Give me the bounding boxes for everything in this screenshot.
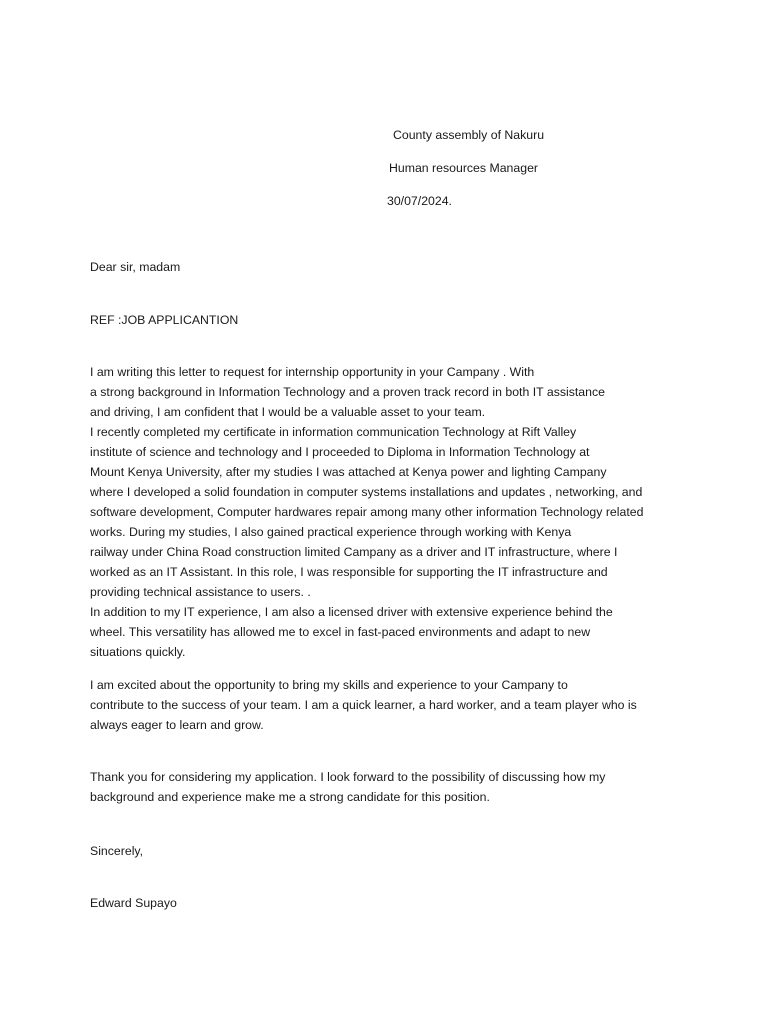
paragraph-line: Thank you for considering my application. I look forward to the possibility of discussing how my xyxy=(90,770,606,784)
letter-date: 30/07/2024. xyxy=(387,194,452,208)
reference-line: REF :JOB APPLICANTION xyxy=(90,313,239,327)
body-paragraph-1 xyxy=(90,362,690,662)
paragraph-line: I recently completed my certificate in information communication Technology at Rift Valley xyxy=(90,425,577,439)
closing: Sincerely, xyxy=(90,844,144,858)
paragraph-line: In addition to my IT experience, I am also a licensed driver with extensive experience behind the xyxy=(90,605,613,619)
body-paragraph-3 xyxy=(90,767,690,807)
paragraph-line: background and experience make me a strong candidate for this position. xyxy=(90,790,490,804)
paragraph-line: contribute to the success of your team. I am a quick learner, a hard worker, and a team player who is xyxy=(90,698,637,712)
recipient-title: Human resources Manager xyxy=(389,161,538,175)
paragraph-line: I am writing this letter to request for internship opportunity in your Campany . With xyxy=(90,365,535,379)
paragraph-line: railway under China Road construction limited Campany as a driver and IT infrastructure, where I xyxy=(90,545,618,559)
body-paragraph-2 xyxy=(90,675,690,735)
paragraph-line: Mount Kenya University, after my studies I was attached at Kenya power and lighting Campany xyxy=(90,465,607,479)
paragraph-line: institute of science and technology and I proceeded to Diploma in Information Technology at xyxy=(90,445,590,459)
paragraph-line: where I developed a solid foundation in computer systems installations and updates , networking, and xyxy=(90,485,643,499)
recipient-organization: County assembly of Nakuru xyxy=(393,128,545,142)
paragraph-line: providing technical assistance to users. . xyxy=(90,585,311,599)
paragraph-line: wheel. This versatility has allowed me to excel in fast-paced environments and adapt to new xyxy=(90,625,591,639)
paragraph-line: works. During my studies, I also gained practical experience through working with Kenya xyxy=(90,525,572,539)
signature-name: Edward Supayo xyxy=(90,896,177,910)
paragraph-line: worked as an IT Assistant. In this role, I was responsible for supporting the IT infrastructure and xyxy=(90,565,608,579)
paragraph-line: software development, Computer hardwares repair among many other information Technology related xyxy=(90,505,644,519)
paragraph-line: and driving, I am confident that I would be a valuable asset to your team. xyxy=(90,405,486,419)
paragraph-line: a strong background in Information Technology and a proven track record in both IT assistance xyxy=(90,385,605,399)
paragraph-line: always eager to learn and grow. xyxy=(90,718,264,732)
salutation: Dear sir, madam xyxy=(90,260,181,274)
paragraph-line: I am excited about the opportunity to bring my skills and experience to your Campany to xyxy=(90,678,568,692)
paragraph-line: situations quickly. xyxy=(90,645,186,659)
